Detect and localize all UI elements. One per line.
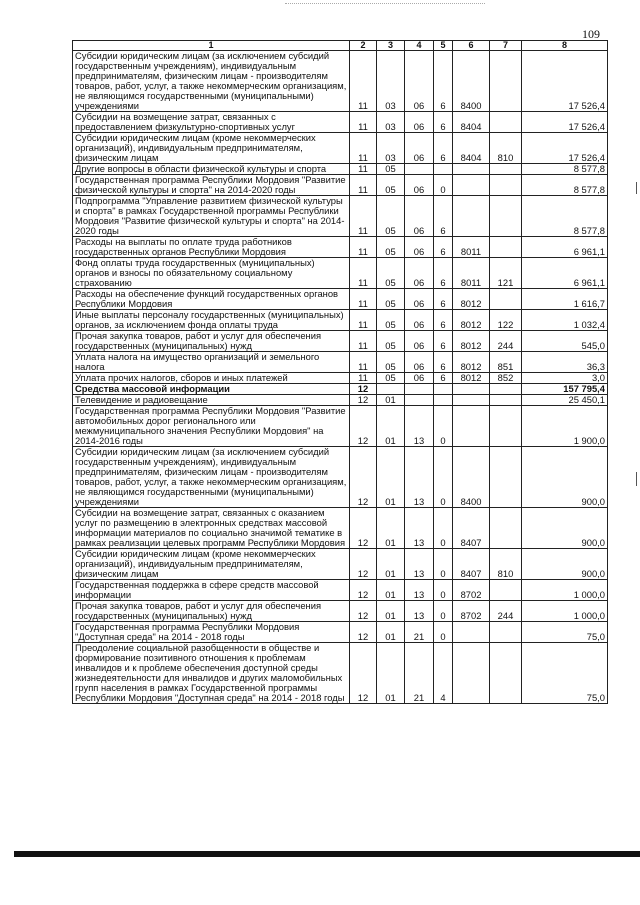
table-row: [73, 289, 608, 310]
row-subsection: 01: [377, 508, 405, 549]
row-subsection: 05: [377, 237, 405, 258]
row-name: Государственная программа Республики Мордовия "Развитие физической культуры и спорта" на 2014-2020 годы: [73, 175, 350, 196]
row-name: Расходы на обеспечение функций государственных органов Республики Мордовия: [73, 289, 350, 310]
row-name: Иные выплаты персоналу государственных (муниципальных) органов, за исключением фонда оплаты труда: [73, 310, 350, 331]
row-subprogram: 6: [434, 237, 453, 258]
row-program: 06: [405, 373, 434, 384]
row-expense-type: [490, 175, 522, 196]
table-row: [73, 373, 608, 384]
row-subsection: 01: [377, 601, 405, 622]
col-header: 6: [453, 41, 490, 51]
row-subprogram: 6: [434, 133, 453, 164]
row-section: 12: [350, 406, 377, 447]
row-article: 8012: [453, 352, 490, 373]
row-program: 13: [405, 580, 434, 601]
row-expense-type: [490, 384, 522, 395]
row-subprogram: 0: [434, 508, 453, 549]
row-name: Субсидии юридическим лицам (за исключением субсидий государственным учреждениям), индивидуальным предпринимателям, физическим лицам - производителям товаров, работ, услуг, а также некоммерческим организациям, не являющимся государственными (муниципальными) учреждениями: [73, 51, 350, 112]
row-section: 12: [350, 384, 377, 395]
row-name: Субсидии юридическим лицам (за исключением субсидий государственным учреждениям), индивидуальным предпринимателям, физическим лицам - производителям товаров, работ, услуг, а также некоммерческим организациям, не являющимся государственными (муниципальными) учреждениями: [73, 447, 350, 508]
table-row: [73, 406, 608, 447]
row-subprogram: [434, 384, 453, 395]
row-article: 8702: [453, 580, 490, 601]
table-row: [73, 196, 608, 237]
row-expense-type: 810: [490, 549, 522, 580]
row-name: Уплата прочих налогов, сборов и иных платежей: [73, 373, 350, 384]
row-expense-type: 851: [490, 352, 522, 373]
row-subprogram: [434, 164, 453, 175]
scan-edge-mark: [636, 472, 637, 486]
row-section: 12: [350, 643, 377, 704]
row-expense-type: [490, 289, 522, 310]
row-expense-type: [490, 643, 522, 704]
row-amount: 157 795,4: [522, 384, 608, 395]
row-expense-type: 121: [490, 258, 522, 289]
row-subsection: 05: [377, 352, 405, 373]
row-subsection: 03: [377, 133, 405, 164]
table-header-row: [73, 41, 608, 51]
row-subsection: 05: [377, 331, 405, 352]
table-row: [73, 133, 608, 164]
row-article: 8400: [453, 447, 490, 508]
row-section: 11: [350, 352, 377, 373]
table-row: [73, 622, 608, 643]
row-name: Прочая закупка товаров, работ и услуг для обеспечения государственных (муниципальных) нужд: [73, 331, 350, 352]
row-article: 8407: [453, 508, 490, 549]
row-subprogram: 0: [434, 447, 453, 508]
table-row: [73, 580, 608, 601]
row-program: 21: [405, 643, 434, 704]
row-amount: 8 577,8: [522, 196, 608, 237]
row-program: 06: [405, 112, 434, 133]
table-row: [73, 237, 608, 258]
row-subsection: 05: [377, 289, 405, 310]
row-section: 11: [350, 133, 377, 164]
row-subprogram: 6: [434, 331, 453, 352]
row-amount: 8 577,8: [522, 164, 608, 175]
row-expense-type: [490, 196, 522, 237]
row-amount: 3,0: [522, 373, 608, 384]
row-program: 06: [405, 133, 434, 164]
row-amount: 8 577,8: [522, 175, 608, 196]
row-program: 13: [405, 447, 434, 508]
row-article: [453, 643, 490, 704]
row-article: 8404: [453, 133, 490, 164]
row-expense-type: [490, 112, 522, 133]
row-subsection: 01: [377, 406, 405, 447]
row-section: 11: [350, 196, 377, 237]
row-section: 12: [350, 549, 377, 580]
row-subsection: 03: [377, 112, 405, 133]
row-subsection: [377, 384, 405, 395]
table-row: [73, 601, 608, 622]
row-name: Субсидии на возмещение затрат, связанных с оказанием услуг по размещению в электронных средствах массовой информации материалов по социально значимой тематике в рамках реализации целевых программ Республики Мордовия: [73, 508, 350, 549]
row-name: Подпрограмма "Управление развитием физической культуры и спорта" в рамках Государственной программы Республики Мордовия "Развитие физической культуры и спорта" на 2014-2020 годы: [73, 196, 350, 237]
scan-edge-mark: [636, 182, 637, 194]
row-subsection: 05: [377, 175, 405, 196]
row-article: 8012: [453, 310, 490, 331]
row-subprogram: 6: [434, 352, 453, 373]
table-row: [73, 331, 608, 352]
row-article: 8702: [453, 601, 490, 622]
row-program: 06: [405, 237, 434, 258]
row-subprogram: 6: [434, 310, 453, 331]
row-name: Преодоление социальной разобщенности в обществе и формирование позитивного отношения к проблемам инвалидов и к проблеме обеспечения доступной среды жизнедеятельности для инвалидов и других маломобильных групп населения в рамках Государственной программы Республики Мордовия "Доступная среда" на 2014 - 2018 годы: [73, 643, 350, 704]
row-program: 13: [405, 601, 434, 622]
row-program: 06: [405, 289, 434, 310]
row-subprogram: 6: [434, 196, 453, 237]
col-header: 3: [377, 41, 405, 51]
col-header: 2: [350, 41, 377, 51]
row-section: 11: [350, 289, 377, 310]
row-expense-type: 244: [490, 601, 522, 622]
col-header: 8: [522, 41, 608, 51]
row-amount: 900,0: [522, 508, 608, 549]
row-amount: 900,0: [522, 447, 608, 508]
row-amount: 25 450,1: [522, 395, 608, 406]
row-amount: 545,0: [522, 331, 608, 352]
row-name: Другие вопросы в области физической культуры и спорта: [73, 164, 350, 175]
row-name: Субсидии юридическим лицам (кроме некоммерческих организаций), индивидуальным предпринимателям, физическим лицам: [73, 549, 350, 580]
row-subprogram: 0: [434, 549, 453, 580]
row-section: 12: [350, 395, 377, 406]
table-row: [73, 549, 608, 580]
table-row: [73, 352, 608, 373]
row-name: Государственная поддержка в сфере средств массовой информации: [73, 580, 350, 601]
table-row: [73, 395, 608, 406]
row-subsection: 05: [377, 310, 405, 331]
table-row: [73, 447, 608, 508]
row-section: 11: [350, 237, 377, 258]
table-row: [73, 310, 608, 331]
row-amount: 75,0: [522, 622, 608, 643]
row-article: 8407: [453, 549, 490, 580]
row-expense-type: [490, 51, 522, 112]
row-name: Прочая закупка товаров, работ и услуг для обеспечения государственных (муниципальных) нужд: [73, 601, 350, 622]
row-section: 11: [350, 112, 377, 133]
row-subprogram: 6: [434, 373, 453, 384]
row-subprogram: 0: [434, 580, 453, 601]
row-name: Телевидение и радиовещание: [73, 395, 350, 406]
row-subsection: 01: [377, 395, 405, 406]
row-program: 06: [405, 352, 434, 373]
row-article: 8012: [453, 373, 490, 384]
row-program: 06: [405, 258, 434, 289]
row-program: 06: [405, 310, 434, 331]
row-article: 8012: [453, 331, 490, 352]
col-header: 7: [490, 41, 522, 51]
table-row: [73, 112, 608, 133]
row-expense-type: 852: [490, 373, 522, 384]
row-section: 11: [350, 258, 377, 289]
row-section: 11: [350, 164, 377, 175]
row-amount: 900,0: [522, 549, 608, 580]
row-expense-type: 122: [490, 310, 522, 331]
row-subprogram: 0: [434, 601, 453, 622]
row-program: [405, 164, 434, 175]
row-section: 11: [350, 373, 377, 384]
row-subprogram: 6: [434, 258, 453, 289]
row-section: 11: [350, 51, 377, 112]
row-article: [453, 164, 490, 175]
row-article: 8012: [453, 289, 490, 310]
row-name: Уплата налога на имущество организаций и земельного налога: [73, 352, 350, 373]
row-subsection: 01: [377, 447, 405, 508]
row-section: 11: [350, 175, 377, 196]
row-expense-type: 244: [490, 331, 522, 352]
row-expense-type: [490, 508, 522, 549]
row-amount: 36,3: [522, 352, 608, 373]
row-subprogram: 4: [434, 643, 453, 704]
table-row: [73, 164, 608, 175]
table-row: [73, 51, 608, 112]
row-article: 8400: [453, 51, 490, 112]
row-expense-type: 810: [490, 133, 522, 164]
row-program: [405, 395, 434, 406]
table-row: [73, 384, 608, 395]
table-row: [73, 643, 608, 704]
row-name: Средства массовой информации: [73, 384, 350, 395]
row-section: 12: [350, 580, 377, 601]
row-name: Расходы на выплаты по оплате труда работников государственных органов Республики Мордовия: [73, 237, 350, 258]
row-amount: 6 961,1: [522, 258, 608, 289]
row-article: [453, 395, 490, 406]
row-subprogram: 0: [434, 622, 453, 643]
row-amount: 1 000,0: [522, 601, 608, 622]
row-expense-type: [490, 237, 522, 258]
row-article: [453, 406, 490, 447]
row-article: [453, 196, 490, 237]
scan-artifact: [285, 3, 485, 6]
row-program: 13: [405, 549, 434, 580]
row-amount: 75,0: [522, 643, 608, 704]
row-subsection: 05: [377, 373, 405, 384]
row-name: Фонд оплаты труда государственных (муниципальных) органов и взносы по обязательному социальному страхованию: [73, 258, 350, 289]
row-program: [405, 384, 434, 395]
row-article: 8404: [453, 112, 490, 133]
row-article: [453, 175, 490, 196]
row-program: 06: [405, 331, 434, 352]
page-bottom-rule: [14, 851, 640, 857]
row-program: 06: [405, 196, 434, 237]
row-amount: 17 526,4: [522, 112, 608, 133]
col-header: 5: [434, 41, 453, 51]
row-expense-type: [490, 622, 522, 643]
row-amount: 1 900,0: [522, 406, 608, 447]
row-program: 06: [405, 51, 434, 112]
row-program: 06: [405, 175, 434, 196]
row-program: 21: [405, 622, 434, 643]
row-section: 12: [350, 447, 377, 508]
page-number: 109: [582, 27, 600, 41]
row-name: Субсидии на возмещение затрат, связанных с предоставлением физкультурно-спортивных услуг: [73, 112, 350, 133]
row-name: Государственная программа Республики Мордовия "Доступная среда" на 2014 - 2018 годы: [73, 622, 350, 643]
row-amount: 17 526,4: [522, 51, 608, 112]
row-article: 8011: [453, 258, 490, 289]
row-subsection: 01: [377, 622, 405, 643]
table-row: [73, 258, 608, 289]
row-program: 13: [405, 406, 434, 447]
row-amount: 1 032,4: [522, 310, 608, 331]
row-expense-type: [490, 406, 522, 447]
row-article: [453, 384, 490, 395]
row-name: Государственная программа Республики Мордовия "Развитие автомобильных дорог регионального или межмуниципального значения Республики Мордовия" на 2014-2016 годы: [73, 406, 350, 447]
row-subprogram: [434, 395, 453, 406]
row-subprogram: 6: [434, 112, 453, 133]
row-subsection: 01: [377, 549, 405, 580]
row-expense-type: [490, 164, 522, 175]
row-expense-type: [490, 580, 522, 601]
row-subsection: 05: [377, 258, 405, 289]
row-section: 12: [350, 508, 377, 549]
row-name: Субсидии юридическим лицам (кроме некоммерческих организаций), индивидуальным предпринимателям, физическим лицам: [73, 133, 350, 164]
table-row: [73, 508, 608, 549]
table-row: [73, 175, 608, 196]
row-article: 8011: [453, 237, 490, 258]
row-section: 12: [350, 601, 377, 622]
row-section: 11: [350, 310, 377, 331]
row-subsection: 05: [377, 164, 405, 175]
row-amount: 1 616,7: [522, 289, 608, 310]
row-program: 13: [405, 508, 434, 549]
row-subprogram: 6: [434, 51, 453, 112]
budget-table: [72, 40, 608, 704]
row-expense-type: [490, 395, 522, 406]
row-subsection: 03: [377, 51, 405, 112]
row-article: [453, 622, 490, 643]
col-header: 4: [405, 41, 434, 51]
col-header: 1: [73, 41, 350, 51]
row-subprogram: 0: [434, 175, 453, 196]
row-section: 12: [350, 622, 377, 643]
row-amount: 6 961,1: [522, 237, 608, 258]
row-subsection: 01: [377, 580, 405, 601]
row-subsection: 01: [377, 643, 405, 704]
row-section: 11: [350, 331, 377, 352]
row-subprogram: 0: [434, 406, 453, 447]
row-amount: 1 000,0: [522, 580, 608, 601]
row-amount: 17 526,4: [522, 133, 608, 164]
row-subprogram: 6: [434, 289, 453, 310]
row-expense-type: [490, 447, 522, 508]
row-subsection: 05: [377, 196, 405, 237]
